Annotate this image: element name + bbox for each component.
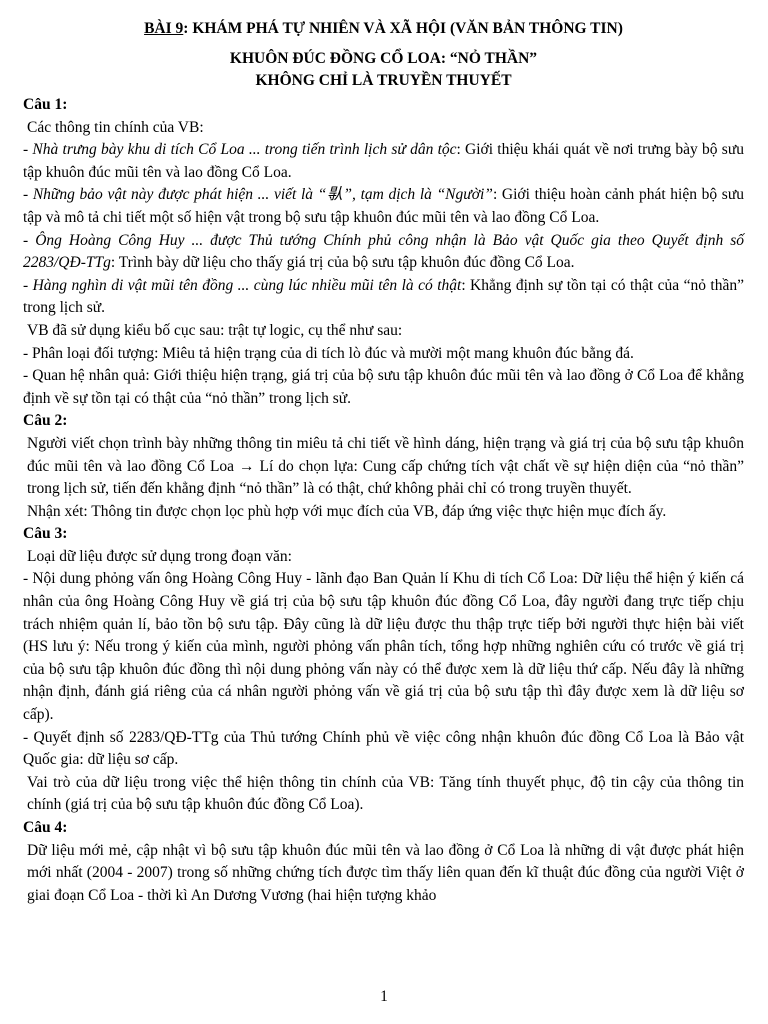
question-1-label: Câu 1:	[23, 96, 68, 113]
arrow-icon: →	[239, 457, 255, 475]
q1-intro: Các thông tin chính của VB:	[27, 118, 204, 136]
q1-bullet-2-quote: Những bảo vật này được phát hiện ... viết là “𠊛”, tạm dịch là “Người”	[32, 186, 493, 204]
q1-bullet-4-quote: Hàng nghìn di vật mũi tên đồng ... cùng lúc nhiều mũi tên là có thật	[32, 276, 462, 294]
q1-bullet-3: - Ông Hoàng Công Huy ... được Thủ tướng Chính phủ công nhận là Bảo vật Quốc gia theo Quyết định số 2283/QĐ-TTg: Trình bày dữ liệu cho thấy giá trị của bộ sưu tập khuôn đúc đồng Cổ Loa.	[23, 231, 744, 272]
lesson-label: BÀI 9	[144, 20, 184, 37]
q1-bullet-2: - Những bảo vật này được phát hiện ... viết là “𠊛”, tạm dịch là “Người”: Giới thiệu hoàn cảnh phát hiện bộ sưu tập và mô tả chi tiết một số hiện vật trong bộ sưu tập khuôn đúc mũi tên và lao đồng Cổ Loa.	[23, 186, 744, 226]
q1-bullet-2-text: : Giới thiệu hoàn cảnh phát hiện bộ sưu tập và mô tả chi tiết một số hiện vật trong bộ sưu tập khuôn đúc mũi tên và lao đồng Cổ Loa.	[23, 186, 744, 226]
q3-bullet-1: - Nội dung phỏng vấn ông Hoàng Công Huy - lãnh đạo Ban Quản lí Khu di tích Cổ Loa: Dữ liệu thể hiện ý kiến cá nhân của ông Hoàng Công Huy về giá trị của bộ sưu tập khuôn đúc đồng Cổ Loa, đây người đang trực tiếp chịu trách nhiệm quản lí, bảo tồn bộ sưu tập. Đây cũng là dữ liệu được thu thập trực tiếp bởi người thực hiện bài viết (HS lưu ý: Nếu trong ý kiến của mình, người phỏng vấn phân tích, tổng hợp những nghiên cứu có trước về giá trị của bộ sưu tập khuôn đúc đồng thì nội dung phỏng vấn này có thể được xem là dữ liệu thứ cấp. Nếu đây là những nhận định, đánh giá riêng của cá nhân người phỏng vấn về giá trị của bộ sưu tập thì đây được xem là dữ liệu sơ cấp).	[23, 570, 744, 724]
q1-bullet-3-quote: Ông Hoàng Công Huy ... được Thủ tướng Chính phủ công nhận là Bảo vật Quốc gia theo Quyết định số 2283/QĐ-TTg	[23, 231, 744, 272]
q3-role: Vai trò của dữ liệu trong việc thể hiện thông tin chính của VB: Tăng tính thuyết phục, độ tin cậy của thông tin chính (giá trị của bộ sưu tập khuôn đúc đồng Cổ Loa).	[27, 773, 744, 814]
q1-bullet-1: - Nhà trưng bày khu di tích Cổ Loa ... trong tiến trình lịch sử dân tộc: Giới thiệu khái quát về nơi trưng bày bộ sưu tập khuôn đúc mũi tên và lao đồng Cổ Loa.	[23, 141, 744, 181]
q1-bullet-1-quote: Nhà trưng bày khu di tích Cổ Loa ... trong tiến trình lịch sử dân tộc	[32, 141, 457, 159]
lesson-heading	[23, 18, 744, 40]
article-title	[23, 48, 744, 92]
lesson-title: : KHÁM PHÁ TỰ NHIÊN VÀ XÃ HỘI (VĂN BẢN THÔNG TIN)	[183, 20, 623, 37]
document-body	[23, 94, 744, 907]
q1-layout-1: - Phân loại đối tượng: Miêu tả hiện trạng của di tích lò đúc và mười một mang khuôn đúc bằng đá.	[23, 344, 634, 362]
q1-bullet-4: - Hàng nghìn di vật mũi tên đồng ... cùng lúc nhiều mũi tên là có thật: Khẳng định sự tồn tại có thật của “nỏ thần” trong lịch sử.	[23, 276, 744, 317]
page-number: 1	[380, 988, 388, 1005]
q4-paragraph-1: Dữ liệu mới mẻ, cập nhật vì bộ sưu tập khuôn đúc mũi tên và lao đồng ở Cổ Loa là những di vật được phát hiện mới nhất (2004 - 2007) trong số những chứng tích được tìm thấy liên quan đến kĩ thuật đúc đồng của người Việt ở giai đoạn Cổ Loa - thời kì An Dương Vương (hai hiện tượng khảo	[27, 841, 744, 904]
question-2-label: Câu 2:	[23, 412, 68, 430]
article-title-line2: KHÔNG CHỈ LÀ TRUYỀN THUYẾT	[255, 72, 512, 89]
q2-paragraph-1	[23, 433, 744, 501]
article-title-line1: KHUÔN ĐÚC ĐỒNG CỔ LOA: “NỎ THẦN”	[229, 50, 538, 67]
q1-bullet-1-text: : Giới thiệu khái quát về nơi trưng bày bộ sưu tập khuôn đúc mũi tên và lao đồng Cổ Loa.	[23, 141, 744, 181]
q2-p1-after: Lí do chọn lựa: Cung cấp chứng tích vật chất về sự hiện diện của “nỏ thần” trong lịch sử, tiến đến khẳng định “nỏ thần” là có thật, chứ không phải chỉ có trong truyền thuyết.	[27, 457, 745, 498]
q3-bullet-2: - Quyết định số 2283/QĐ-TTg của Thủ tướng Chính phủ về việc công nhận khuôn đúc đồng Cổ Loa là Bảo vật Quốc gia: dữ liệu sơ cấp.	[23, 728, 744, 769]
q3-intro: Loại dữ liệu được sử dụng trong đoạn văn:	[27, 547, 292, 565]
question-4-label: Câu 4:	[23, 819, 68, 836]
question-3-label: Câu 3:	[23, 525, 68, 543]
q2-p1-before: Người viết chọn trình bày những thông tin miêu tả chi tiết về hình dáng, hiện trạng và giá trị của bộ sưu tập khuôn đúc mũi tên và lao đồng Cổ Loa	[27, 434, 744, 475]
q1-layout-2: - Quan hệ nhân quả: Giới thiệu hiện trạng, giá trị của bộ sưu tập khuôn đúc mũi tên và lao đồng ở Cổ Loa để khẳng định về sự tồn tại có thật của “nỏ thần” trong lịch sử.	[23, 367, 744, 407]
q2-paragraph-2: Nhận xét: Thông tin được chọn lọc phù hợp với mục đích của VB, đáp ứng việc thực hiện mục đích ấy.	[27, 502, 667, 520]
q1-bullet-3-text: : Trình bày dữ liệu cho thấy giá trị của bộ sưu tập khuôn đúc đồng Cổ Loa.	[110, 254, 575, 272]
q1-layout-intro: VB đã sử dụng kiểu bố cục sau: trật tự logic, cụ thể như sau:	[27, 321, 403, 339]
q1-bullet-4-text: : Khẳng định sự tồn tại có thật của “nỏ thần” trong lịch sử.	[23, 276, 744, 317]
